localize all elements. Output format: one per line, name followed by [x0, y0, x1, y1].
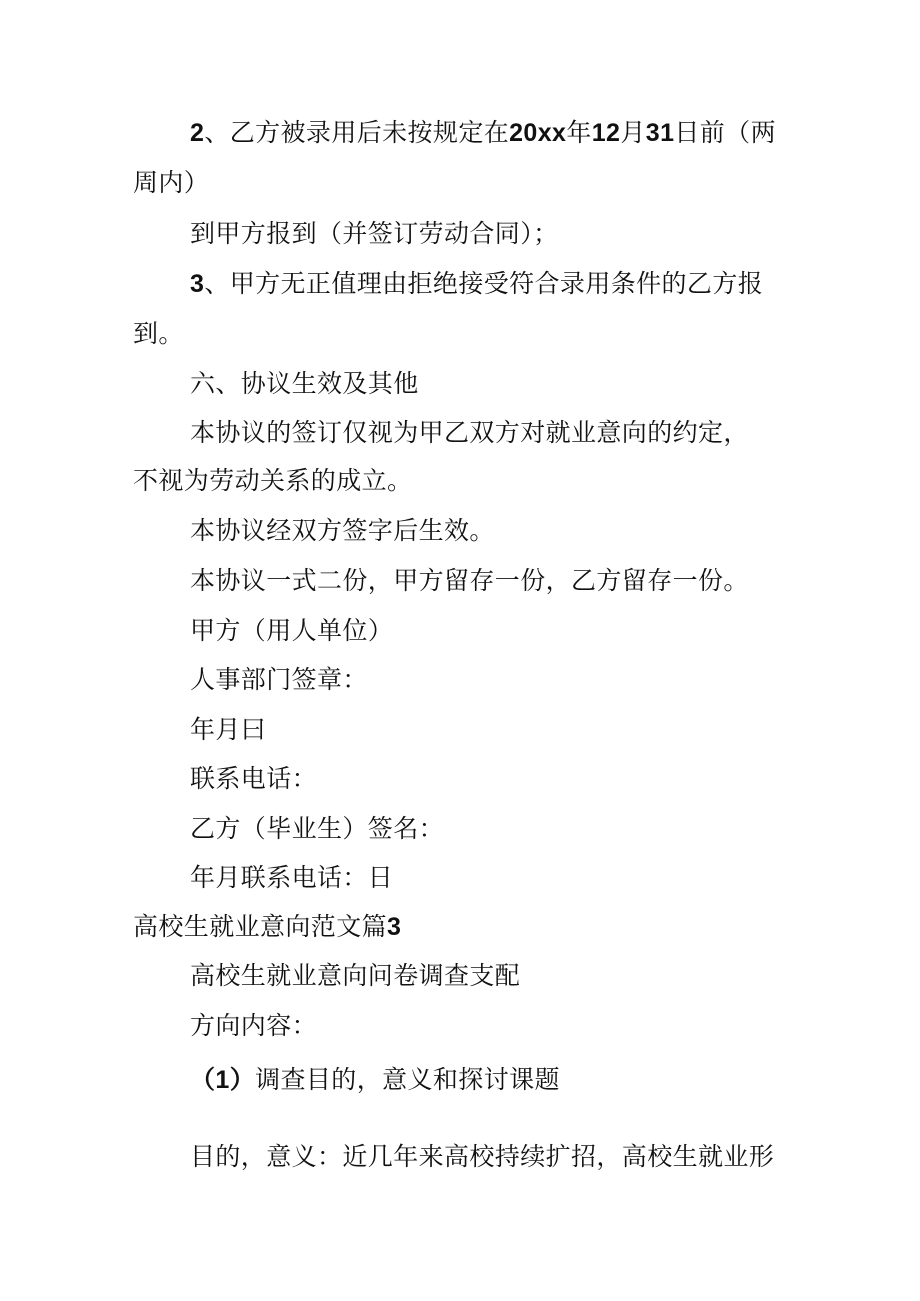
- paragraph-effect-continuation: 不视为劳动关系的成立。: [133, 466, 413, 495]
- paragraph-3-continuation: 到。: [133, 319, 184, 348]
- purpose-paragraph: 目的，意义：近几年来高校持续扩招，高校生就业形: [190, 1142, 775, 1171]
- text-span: 、乙方被录用后未按规定在: [204, 118, 510, 147]
- article-number: 3: [387, 913, 402, 941]
- party-a-date: 年月曰: [190, 715, 267, 744]
- item-number: 2: [190, 119, 205, 147]
- paragraph-2-line-2: 到甲方报到（并签订劳动合同）；: [190, 219, 559, 248]
- item-1: [190, 1064, 560, 1096]
- year-value: 20xx: [509, 119, 567, 147]
- section-heading: 六、协议生效及其他: [190, 369, 419, 398]
- item-number: 3: [190, 270, 205, 298]
- paragraph-signing: 本协议经双方签字后生效。: [190, 516, 495, 545]
- item-1-text: 调查目的，意义和探讨课题: [255, 1065, 560, 1094]
- paragraph-3: [190, 268, 763, 300]
- month-value: 12: [591, 119, 621, 147]
- item-1-number: （1）: [190, 1066, 256, 1094]
- article-title: [133, 911, 401, 943]
- text-span: 月: [620, 118, 646, 147]
- text-span: 、甲方无正值理由拒绝接受符合录用条件的乙方报: [204, 269, 764, 298]
- paragraph-2-continuation: 周内）: [133, 168, 210, 197]
- article-title-text: 高校生就业意向范文篇: [133, 912, 388, 941]
- paragraph-copies: 本协议一式二份，甲方留存一份，乙方留存一份。: [190, 566, 749, 595]
- party-b-signature-label: 乙方（毕业生）签名：: [190, 814, 445, 843]
- text-span: 年: [566, 118, 592, 147]
- paragraph-2: [190, 117, 776, 149]
- paragraph-effect: 本协议的签订仅视为甲乙双方对就业意向的约定，: [190, 418, 749, 447]
- party-a-label: 甲方（用人单位）: [190, 616, 394, 645]
- party-a-phone: 联系电话：: [190, 764, 318, 793]
- day-value: 31: [645, 119, 675, 147]
- hr-signature-label: 人事部门签章：: [190, 665, 368, 694]
- party-b-date-phone: 年月联系电话：日: [190, 863, 394, 892]
- text-span: 日前（两: [674, 118, 776, 147]
- survey-title: 高校生就业意向问卷调查支配: [190, 961, 521, 990]
- content-label: 方向内容：: [190, 1011, 318, 1040]
